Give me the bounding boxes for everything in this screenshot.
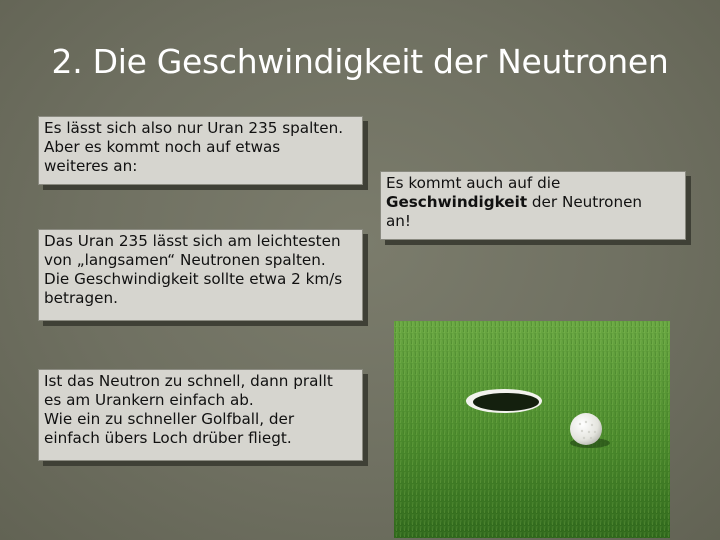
text-box-speed-matters	[380, 171, 686, 240]
text-box-speed-matters-text	[386, 174, 681, 231]
speed-matters-suffix: der Neutronen an!	[386, 193, 643, 230]
text-box-golf-analogy	[38, 369, 363, 461]
golf-ball	[570, 413, 602, 445]
text-box-golf-analogy-text: Ist das Neutron zu schnell, dann prallt es am Urankern einfach ab. Wie ein zu schneller Golfball, der einfach übers Loch drüber fliegt.	[44, 372, 333, 447]
text-box-slow-neutrons-text: Das Uran 235 lässt sich am leichtesten von „langsamen“ Neutronen spalten. Die Geschwindigkeit sollte etwa 2 km/s betragen.	[44, 232, 343, 307]
slide-title: 2. Die Geschwindigkeit der Neutronen	[51, 42, 669, 81]
speed-matters-prefix: Es kommt auch auf die	[386, 174, 561, 192]
text-box-uran-split	[38, 116, 363, 185]
text-box-slow-neutrons	[38, 229, 363, 321]
golf-photo	[394, 321, 670, 538]
text-box-uran-split-text: Es lässt sich also nur Uran 235 spalten. Aber es kommt noch auf etwas weiteres an:	[44, 119, 344, 175]
golf-ball-hole-image	[394, 321, 670, 538]
speed-matters-bold: Geschwindigkeit	[386, 193, 528, 211]
golf-hole	[473, 393, 539, 411]
